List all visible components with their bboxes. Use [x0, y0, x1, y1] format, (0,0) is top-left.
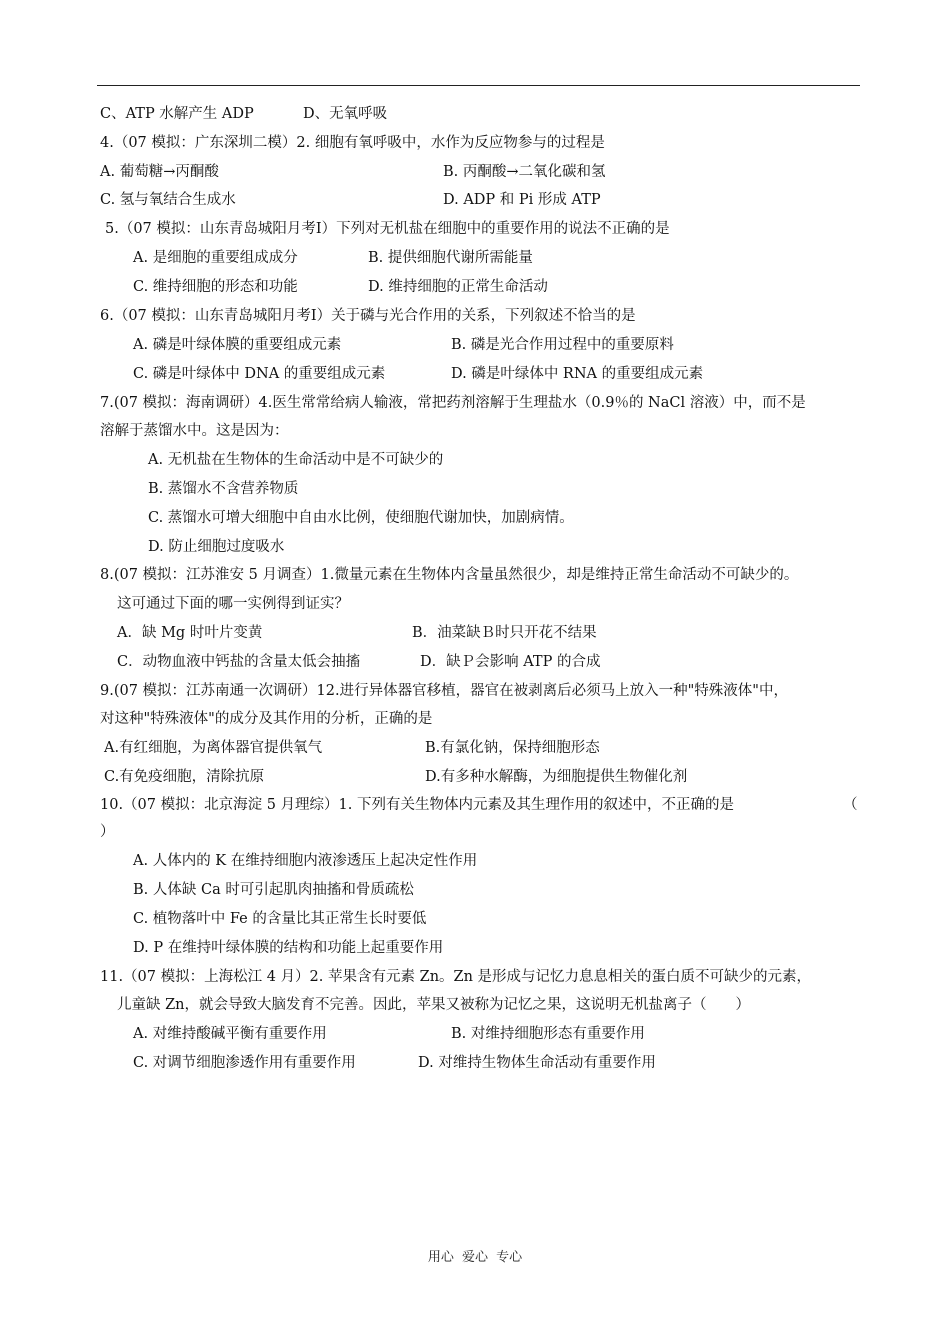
q9-option-b: B.有氯化钠，保持细胞形态 — [425, 740, 600, 756]
q5-stem: 5.（07 模拟：山东青岛城阳月考Ⅰ）下列对无机盐在细胞中的重要作用的说法不正确的是 — [105, 221, 670, 237]
q3-option-c: C、ATP 水解产生 ADP — [100, 106, 254, 122]
q5-option-a: A. 是细胞的重要组成成分 — [133, 250, 298, 266]
q7-stem-line1: 7.(07 模拟：海南调研）4.医生常常给病人输液，常把药剂溶解于生理盐水（0.9％的 NaCl 溶液）中，而不是 — [100, 395, 806, 411]
q10-option-a: A. 人体内的 K 在维持细胞内液渗透压上起决定性作用 — [133, 853, 478, 869]
q11-stem-line1: 11.（07 模拟：上海松江 4 月）2. 苹果含有元素 Zn。Zn 是形成与记忆力息息相关的蛋白质不可缺少的元素， — [100, 969, 812, 985]
q6-option-c: C. 磷是叶绿体中 DNA 的重要组成元素 — [133, 366, 386, 382]
q9-option-a: A.有红细胞，为离体器官提供氧气 — [104, 740, 323, 756]
q8-option-c: C．动物血液中钙盐的含量太低会抽搐 — [117, 654, 361, 670]
q10-stem-line1: 10.（07 模拟：北京海淀 5 月理综）1. 下列有关生物体内元素及其生理作用的叙述中，不正确的是 — [100, 797, 735, 813]
q9-option-d: D.有多种水解酶，为细胞提供生物催化剂 — [425, 769, 688, 785]
q10-option-d: D. P 在维持叶绿体膜的结构和功能上起重要作用 — [133, 940, 444, 956]
q4-option-a: A. 葡萄糖→丙酮酸 — [100, 164, 219, 180]
q8-option-b: B．油菜缺Ｂ时只开花不结果 — [412, 625, 597, 641]
q7-option-a: A. 无机盐在生物体的生命活动中是不可缺少的 — [148, 452, 444, 468]
q11-option-d: D. 对维持生物体生命活动有重要作用 — [418, 1055, 656, 1071]
q3-option-d: D、无氧呼吸 — [303, 106, 388, 122]
q10-answer-paren-close: ） — [100, 824, 115, 840]
header-rule — [97, 85, 860, 86]
q10-option-c: C. 植物落叶中 Fe 的含量比其正常生长时要低 — [133, 911, 427, 927]
q9-stem-line2: 对这种"特殊液体"的成分及其作用的分析，正确的是 — [100, 711, 433, 727]
q11-option-c: C. 对调节细胞渗透作用有重要作用 — [133, 1055, 356, 1071]
q5-option-b: B. 提供细胞代谢所需能量 — [368, 250, 533, 266]
q10-answer-paren-open: （ — [843, 797, 858, 813]
q11-option-a: A. 对维持酸碱平衡有重要作用 — [133, 1026, 327, 1042]
q4-option-b: B. 丙酮酸→二氧化碳和氢 — [443, 164, 606, 180]
q4-stem: 4.（07 模拟：广东深圳二模）2. 细胞有氧呼吸中，水作为反应物参与的过程是 — [100, 135, 605, 151]
q8-option-d: D．缺Ｐ会影响 ATP 的合成 — [420, 654, 601, 670]
q6-option-a: A. 磷是叶绿体膜的重要组成元素 — [133, 337, 342, 353]
q4-option-c: C. 氢与氧结合生成水 — [100, 192, 236, 208]
q8-option-a: A．缺 Mg 时叶片变黄 — [117, 625, 263, 641]
q7-stem-line2: 溶解于蒸馏水中。这是因为： — [100, 423, 289, 439]
q5-option-c: C. 维持细胞的形态和功能 — [133, 279, 298, 295]
q8-stem-line1: 8.(07 模拟：江苏淮安 5 月调查）1.微量元素在生物体内含量虽然很少，却是维持正常生命活动不可缺少的。 — [100, 567, 799, 583]
q8-stem-line2: 这可通过下面的哪一实例得到证实？ — [117, 596, 349, 612]
q11-stem-line2: 儿童缺 Zn，就会导致大脑发育不完善。因此，苹果又被称为记忆之果，这说明无机盐离子（ ） — [117, 997, 751, 1013]
q11-option-b: B. 对维持细胞形态有重要作用 — [451, 1026, 645, 1042]
q6-stem: 6.（07 模拟：山东青岛城阳月考Ⅰ）关于磷与光合作用的关系，下列叙述不恰当的是 — [100, 308, 636, 324]
q6-option-d: D. 磷是叶绿体中 RNA 的重要组成元素 — [451, 366, 704, 382]
q7-option-d: D. 防止细胞过度吸水 — [148, 539, 285, 555]
q4-option-d: D. ADP 和 Pi 形成 ATP — [443, 192, 601, 208]
page-footer: 用心 爱心 专心 — [427, 1250, 523, 1265]
q7-option-c: C. 蒸馏水可增大细胞中自由水比例，使细胞代谢加快，加剧病情。 — [148, 510, 574, 526]
q10-option-b: B. 人体缺 Ca 时可引起肌肉抽搐和骨质疏松 — [133, 882, 414, 898]
q5-option-d: D. 维持细胞的正常生命活动 — [368, 279, 548, 295]
q9-option-c: C.有免疫细胞，清除抗原 — [104, 769, 265, 785]
q7-option-b: B. 蒸馏水不含营养物质 — [148, 481, 299, 497]
q9-stem-line1: 9.(07 模拟：江苏南通一次调研）12.进行异体器官移植，器官在被剥离后必须马上放入一种"特殊液体"中， — [100, 683, 788, 699]
q6-option-b: B. 磷是光合作用过程中的重要原料 — [451, 337, 674, 353]
